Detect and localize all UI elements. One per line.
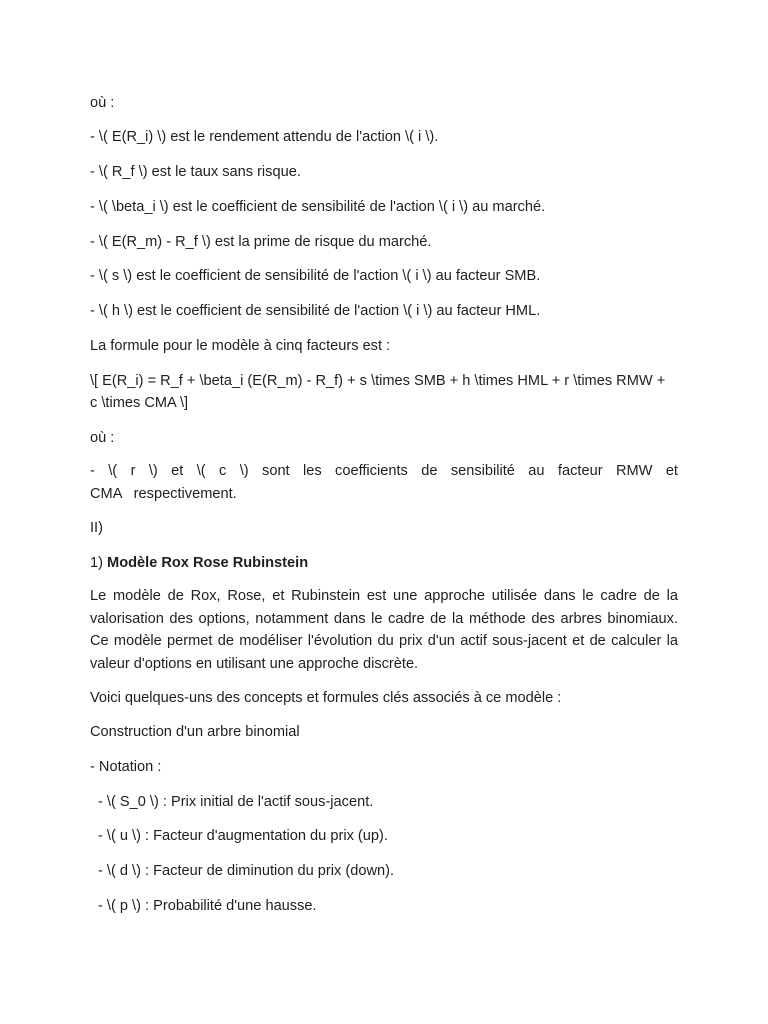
definition-rmw-cma: - \( r \) et \( c \) sont les coefficients de sensibilité au facteur RMW et CMA respectivement. (90, 463, 678, 502)
where-label: où : (90, 95, 115, 111)
definition-hml-coefficient: - \( h \) est le coefficient de sensibilité de l'action \( i \) au facteur HML. (90, 303, 541, 319)
definition-expected-return: - \( E(R_i) \) est le rendement attendu de l'action \( i \). (90, 129, 439, 145)
definition-market-premium: - \( E(R_m) - R_f \) est la prime de risque du marché. (90, 234, 432, 250)
concepts-intro: Voici quelques-uns des concepts et formules clés associés à ce modèle : (90, 690, 562, 706)
five-factor-formula-line-2: c \times CMA \] (90, 395, 189, 411)
model-description-paragraph: Le modèle de Rox, Rose, et Rubinstein est une approche utilisée dans le cadre de la valorisation des options, notamment dans le cadre de la méthode des arbres binomiaux. Ce modèle permet de modéliser l'évolution du prix d'un actif sous-jacent et de calculer la valeur d'options en utilisant une approche discrète. (90, 588, 678, 672)
definition-smb-coefficient: - \( s \) est le coefficient de sensibilité de l'action \( i \) au facteur SMB. (90, 268, 541, 284)
section-title: Modèle Rox Rose Rubinstein (107, 555, 309, 571)
section-heading-1 (90, 552, 308, 574)
notation-label: - Notation : (90, 759, 162, 775)
notation-item-d: - \( d \) : Facteur de diminution du prix (down). (98, 863, 395, 879)
notation-item-S0: - \( S_0 \) : Prix initial de l'actif sous-jacent. (98, 794, 374, 810)
section-heading-II: II) (90, 520, 103, 536)
notation-item-u: - \( u \) : Facteur d'augmentation du prix (up). (98, 828, 388, 844)
notation-item-p: - \( p \) : Probabilité d'une hausse. (98, 898, 317, 914)
definition-beta: - \( \beta_i \) est le coefficient de sensibilité de l'action \( i \) au marché. (90, 199, 546, 215)
section-number: 1) (90, 555, 108, 571)
five-factor-formula-line-1: \[ E(R_i) = R_f + \beta_i (E(R_m) - R_f) + s \times SMB + h \times HML + r \times RMW + (90, 373, 666, 389)
tree-construction-heading: Construction d'un arbre binomial (90, 724, 300, 740)
five-factor-intro: La formule pour le modèle à cinq facteurs est : (90, 338, 391, 354)
where-label-2: où : (90, 430, 115, 446)
definition-risk-free-rate: - \( R_f \) est le taux sans risque. (90, 164, 301, 180)
